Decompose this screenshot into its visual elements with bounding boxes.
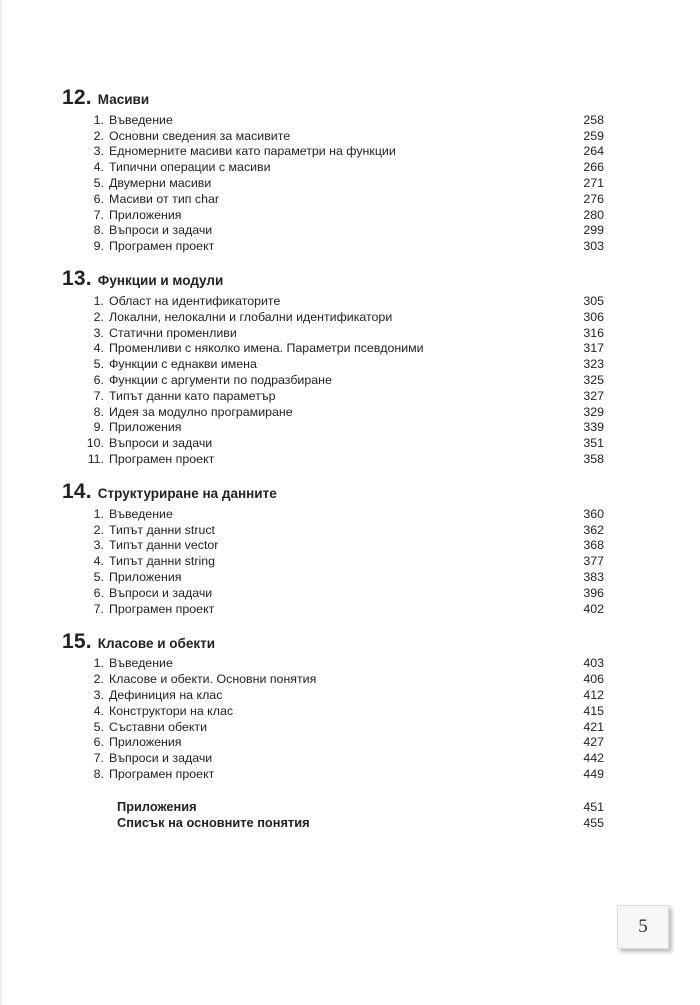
entry-page-number: 258 <box>583 112 604 127</box>
chapter-number: 15. <box>62 629 92 653</box>
chapter-list <box>62 86 604 782</box>
toc-entry[interactable] <box>62 671 604 687</box>
toc-entry[interactable] <box>62 388 604 404</box>
entry-page-number: 402 <box>583 601 604 616</box>
entry-title: Класове и обекти. Основни понятия <box>109 672 317 687</box>
chapter-heading <box>62 480 604 506</box>
entry-title: Функции с еднакви имена <box>109 357 257 372</box>
entry-page-number: 325 <box>583 373 604 388</box>
appendix-entry[interactable] <box>62 799 604 815</box>
entry-page-number: 259 <box>583 128 604 143</box>
entry-title: Типът данни vector <box>109 538 219 553</box>
chapter-section <box>62 630 604 782</box>
entry-number: 5. <box>93 570 104 585</box>
chapter-number: 13. <box>62 267 92 291</box>
toc-entry[interactable] <box>62 719 604 735</box>
toc-entry[interactable] <box>62 601 604 617</box>
chapter-title: Структуриране на данните <box>97 485 277 501</box>
entry-number: 8. <box>93 766 104 781</box>
entry-page-number: 316 <box>583 325 604 340</box>
chapter-heading <box>62 267 604 293</box>
entry-number: 3. <box>93 325 104 340</box>
chapter-section <box>62 267 604 467</box>
entry-title: Едномерните масиви като параметри на функции <box>109 144 396 159</box>
entry-number: 8. <box>93 223 104 238</box>
entry-page-number: 442 <box>583 751 604 766</box>
toc-entry[interactable] <box>62 223 604 239</box>
entry-number: 6. <box>93 735 104 750</box>
entry-title: Идея за модулно програмиране <box>109 404 293 419</box>
entry-title: Двумерни масиви <box>109 176 212 191</box>
entry-title: Приложения <box>109 735 182 750</box>
entry-title: Област на идентификаторите <box>109 294 281 309</box>
entry-page-number: 266 <box>583 160 604 175</box>
toc-entry[interactable] <box>62 128 604 144</box>
toc-entry[interactable] <box>62 735 604 751</box>
entry-page-number: 299 <box>583 223 604 238</box>
entry-page-number: 406 <box>583 672 604 687</box>
page-edge <box>0 0 2 1005</box>
entry-page-number: 317 <box>583 341 604 356</box>
entry-page-number: 358 <box>583 452 604 467</box>
toc-entry[interactable] <box>62 238 604 254</box>
entry-number: 6. <box>93 191 104 206</box>
entry-title: Въведение <box>109 112 173 127</box>
entry-title: Програмен проект <box>109 601 215 616</box>
entry-number: 3. <box>93 538 104 553</box>
chapter-section <box>62 86 604 254</box>
entry-number: 6. <box>93 585 104 600</box>
entry-number: 4. <box>93 554 104 569</box>
entry-title: Типът данни struct <box>109 522 215 537</box>
entry-page-number: 305 <box>583 294 604 309</box>
appendix-title: Списък на основните понятия <box>117 815 310 831</box>
entry-number: 10. <box>86 436 104 451</box>
entry-title: Въпроси и задачи <box>109 223 213 238</box>
entry-title: Приложения <box>109 207 182 222</box>
chapter-number: 14. <box>62 479 92 503</box>
entry-page-number: 412 <box>583 688 604 702</box>
toc-entry[interactable] <box>62 159 604 175</box>
toc-entry[interactable] <box>62 766 604 782</box>
entry-number: 6. <box>93 373 104 388</box>
entry-number: 3. <box>93 688 104 702</box>
entry-page-number: 303 <box>583 239 604 254</box>
entry-title: Масиви от тип char <box>109 191 220 206</box>
entry-title: Въпроси и задачи <box>109 436 213 451</box>
entry-title: Въведение <box>109 506 173 521</box>
entry-page-number: 368 <box>583 538 604 553</box>
appendix-title: Приложения <box>117 799 197 815</box>
toc-entry[interactable] <box>62 372 604 388</box>
entry-number: 9. <box>93 239 104 254</box>
entry-page-number: 329 <box>583 404 604 419</box>
entry-number: 7. <box>93 751 104 766</box>
entry-page-number: 377 <box>583 554 604 569</box>
entry-title: Програмен проект <box>109 452 215 467</box>
entry-title: Основни сведения за масивите <box>109 128 291 143</box>
entry-page-number: 449 <box>583 766 604 781</box>
entry-title: Дефиниция на клас <box>109 688 223 702</box>
entry-title: Конструктори на клас <box>109 703 234 718</box>
entry-title: Типът данни като параметър <box>109 388 276 403</box>
entry-number: 1. <box>93 656 104 671</box>
entry-title: Въпроси и задачи <box>109 585 213 600</box>
entry-page-number: 403 <box>583 656 604 671</box>
entry-page-number: 383 <box>583 570 604 585</box>
entry-number: 9. <box>93 420 104 435</box>
toc-entry[interactable] <box>62 506 604 522</box>
entry-page-number: 327 <box>583 388 604 403</box>
toc-entry[interactable] <box>62 207 604 223</box>
entry-title: Променливи с няколко имена. Параметри псевдоними <box>109 341 424 356</box>
entry-number: 2. <box>93 309 104 324</box>
toc-entry[interactable] <box>62 435 604 451</box>
table-of-contents <box>62 86 604 831</box>
toc-entry[interactable] <box>62 750 604 766</box>
entry-title: Въпроси и задачи <box>109 751 213 766</box>
entry-number: 1. <box>93 112 104 127</box>
entry-page-number: 323 <box>583 357 604 372</box>
toc-entry[interactable] <box>62 656 604 672</box>
entry-number: 2. <box>93 128 104 143</box>
entry-number: 2. <box>93 672 104 687</box>
entry-number: 7. <box>93 601 104 616</box>
toc-entry[interactable] <box>62 175 604 191</box>
entry-title: Програмен проект <box>109 239 215 254</box>
entry-number: 1. <box>93 294 104 309</box>
entry-title: Статични променливи <box>109 325 237 340</box>
toc-entry[interactable] <box>62 687 604 703</box>
entry-page-number: 396 <box>583 585 604 600</box>
toc-entry[interactable] <box>62 309 604 325</box>
entry-number: 8. <box>93 404 104 419</box>
entry-title: Типични операции с масиви <box>109 160 271 175</box>
toc-entry[interactable] <box>62 585 604 601</box>
entry-title: Приложения <box>109 420 182 435</box>
toc-entry[interactable] <box>62 404 604 420</box>
toc-entry[interactable] <box>62 703 604 719</box>
chapter-title: Класове и обекти <box>97 635 216 651</box>
entry-number: 7. <box>93 388 104 403</box>
chapter-number: 12. <box>62 86 92 109</box>
entry-number: 11. <box>87 452 104 467</box>
toc-entry[interactable] <box>62 553 604 569</box>
toc-entry[interactable] <box>62 341 604 357</box>
entry-number: 4. <box>93 341 104 356</box>
entry-page-number: 351 <box>583 436 604 451</box>
page-number: 5 <box>638 916 648 937</box>
entry-number: 5. <box>93 176 104 191</box>
toc-entry[interactable] <box>62 451 604 467</box>
entry-page-number: 427 <box>583 735 604 750</box>
entry-page-number: 415 <box>583 703 604 718</box>
entry-number: 4. <box>93 703 104 718</box>
appendix-page-number: 455 <box>583 815 604 830</box>
entry-page-number: 339 <box>583 420 604 435</box>
entry-title: Въведение <box>109 656 173 671</box>
entry-number: 7. <box>93 207 104 222</box>
entry-page-number: 280 <box>583 207 604 222</box>
entry-number: 2. <box>93 522 104 537</box>
entry-number: 5. <box>93 357 104 372</box>
chapter-title: Функции и модули <box>97 273 224 289</box>
entry-title: Функции с аргументи по подразбиране <box>109 373 332 388</box>
entry-number: 3. <box>93 144 104 159</box>
entry-number: 4. <box>93 160 104 175</box>
chapter-heading <box>62 86 604 112</box>
entry-page-number: 360 <box>583 506 604 521</box>
entry-page-number: 264 <box>583 144 604 159</box>
toc-entry[interactable] <box>62 522 604 538</box>
entry-page-number: 276 <box>583 191 604 206</box>
chapter-title: Масиви <box>97 92 150 107</box>
entry-page-number: 421 <box>583 719 604 734</box>
toc-entry[interactable] <box>62 293 604 309</box>
chapter-section <box>62 480 604 617</box>
appendix-page-number: 451 <box>583 799 604 814</box>
appendix-list <box>62 799 604 831</box>
chapter-heading <box>62 630 604 656</box>
appendix-entry[interactable] <box>62 815 604 831</box>
toc-entry[interactable] <box>62 538 604 554</box>
entry-page-number: 362 <box>583 522 604 537</box>
toc-entry[interactable] <box>62 325 604 341</box>
entry-title: Съставни обекти <box>109 719 207 734</box>
toc-entry[interactable] <box>62 356 604 372</box>
entry-title: Типът данни string <box>109 554 215 569</box>
entry-page-number: 306 <box>583 309 604 324</box>
toc-entry[interactable] <box>62 420 604 436</box>
toc-entry[interactable] <box>62 569 604 585</box>
toc-entry[interactable] <box>62 112 604 128</box>
page-number-badge <box>617 905 669 949</box>
toc-entry[interactable] <box>62 144 604 160</box>
toc-entry[interactable] <box>62 191 604 207</box>
entry-title: Приложения <box>109 570 182 585</box>
entry-title: Локални, нелокални и глобални идентификатори <box>109 309 393 324</box>
entry-number: 1. <box>93 506 104 521</box>
entry-number: 5. <box>93 719 104 734</box>
entry-title: Програмен проект <box>109 766 215 781</box>
entry-page-number: 271 <box>583 176 604 191</box>
